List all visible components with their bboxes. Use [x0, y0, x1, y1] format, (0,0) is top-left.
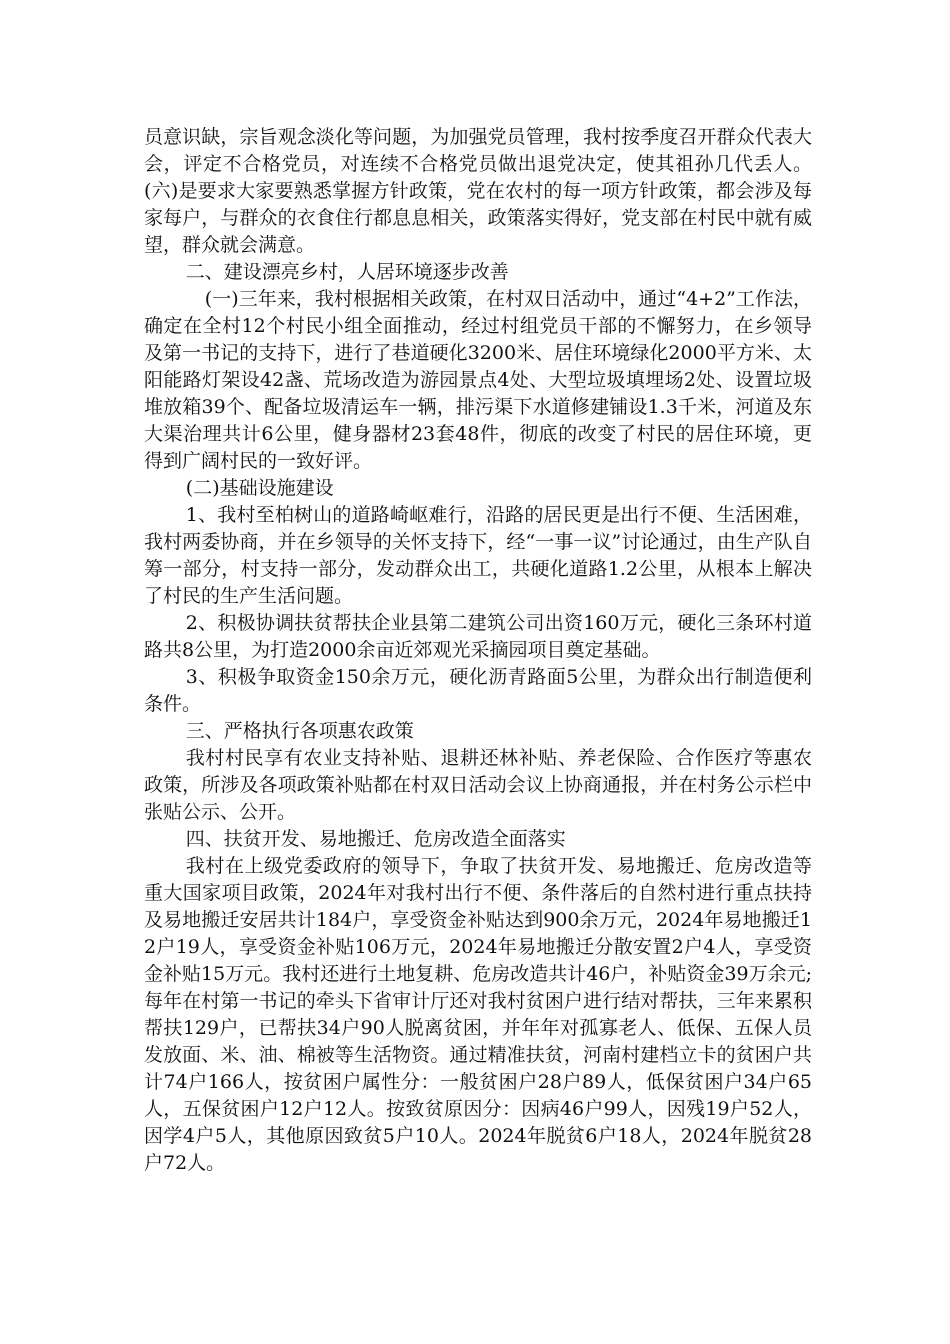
section-heading-4: 四、扶贫开发、易地搬迁、危房改造全面落实 [185, 828, 566, 850]
document-page [144, 124, 812, 1177]
subsection-heading-infrastructure: (二)基础设施建设 [185, 477, 334, 499]
paragraph-poverty-alleviation: 我村在上级党委政府的领导下，争取了扶贫开发、易地搬迁、危房改造等重大国家项目政策，2024年对我村出行不便、条件落后的自然村进行重点扶持及易地搬迁安居共计184户，享受资金补贴达到900余万元，2024年易地搬迁12户19人，享受资金补贴106万元，2024年易地搬迁分散安置2户4人，享受资金补贴15万元。我村还进行土地复耕、危房改造共计46户，补贴资金39万余元;每年在村第一书记的牵头下省审计厅还对我村贫困户进行结对帮扶，三年来累积帮扶129户，已帮扶34户90人脱离贫困，并年年对孤寡老人、低保、五保人员发放面、米、油、棉被等生活物资。通过精准扶贫，河南村建档立卡的贫困户共计74户166人，按贫困户属性分：一般贫困户28户89人，低保贫困户34户65人，五保贫困户12户12人。按致贫原因分：因病46户99人，因残19户52人，因学4户5人，其他原因致贫5户10人。2024年脱贫6户18人，2024年脱贫28户72人。 [144, 855, 812, 1174]
paragraph-item-1: 1、我村至柏树山的道路崎岖难行，沿路的居民更是出行不便、生活困难，我村两委协商，并在乡领导的关怀支持下，经“一事一议”讨论通过，由生产队自筹一部分，村支持一部分，发动群众出工，共硬化道路1.2公里，从根本上解决了村民的生产生活问题。 [144, 504, 812, 607]
paragraph-environment: (一)三年来，我村根据相关政策，在村双日活动中，通过“4+2”工作法，确定在全村12个村民小组全面推动，经过村组党员干部的不懈努力，在乡领导及第一书记的支持下，进行了巷道硬化3200米、居住环境绿化2000平方米、太阳能路灯架设42盏、荒场改造为游园景点4处、大型垃圾填埋场2处、设置垃圾堆放箱39个、配备垃圾清运车一辆，排污渠下水道修建铺设1.3千米，河道及东大渠治理共计6公里，健身器材23套48件，彻底的改变了村民的居住环境，更得到广阔村民的一致好评。 [144, 288, 812, 472]
paragraph-item-2: 2、积极协调扶贫帮扶企业县第二建筑公司出资160万元，硬化三条环村道路共8公里，为打造2000余亩近郊观光采摘园项目奠定基础。 [144, 612, 812, 661]
section-heading-2: 二、建设漂亮乡村，人居环境逐步改善 [185, 261, 509, 283]
section-heading-3: 三、严格执行各项惠农政策 [185, 720, 414, 742]
paragraph-policies: 我村村民享有农业支持补贴、退耕还林补贴、养老保险、合作医疗等惠农政策，所涉及各项政策补贴都在村双日活动会议上协商通报，并在村务公示栏中张贴公示、公开。 [144, 747, 812, 823]
paragraph-party-management: 员意识缺，宗旨观念淡化等问题，为加强党员管理，我村按季度召开群众代表大会，评定不合格党员，对连续不合格党员做出退党决定，使其祖孙几代丢人。(六)是要求大家要熟悉掌握方针政策，党在农村的每一项方针政策，都会涉及每家每户，与群众的衣食住行都息息相关，政策落实得好，党支部在村民中就有威望，群众就会满意。 [144, 126, 812, 256]
paragraph-item-3: 3、积极争取资金150余万元，硬化沥青路面5公里，为群众出行制造便利条件。 [144, 666, 812, 715]
